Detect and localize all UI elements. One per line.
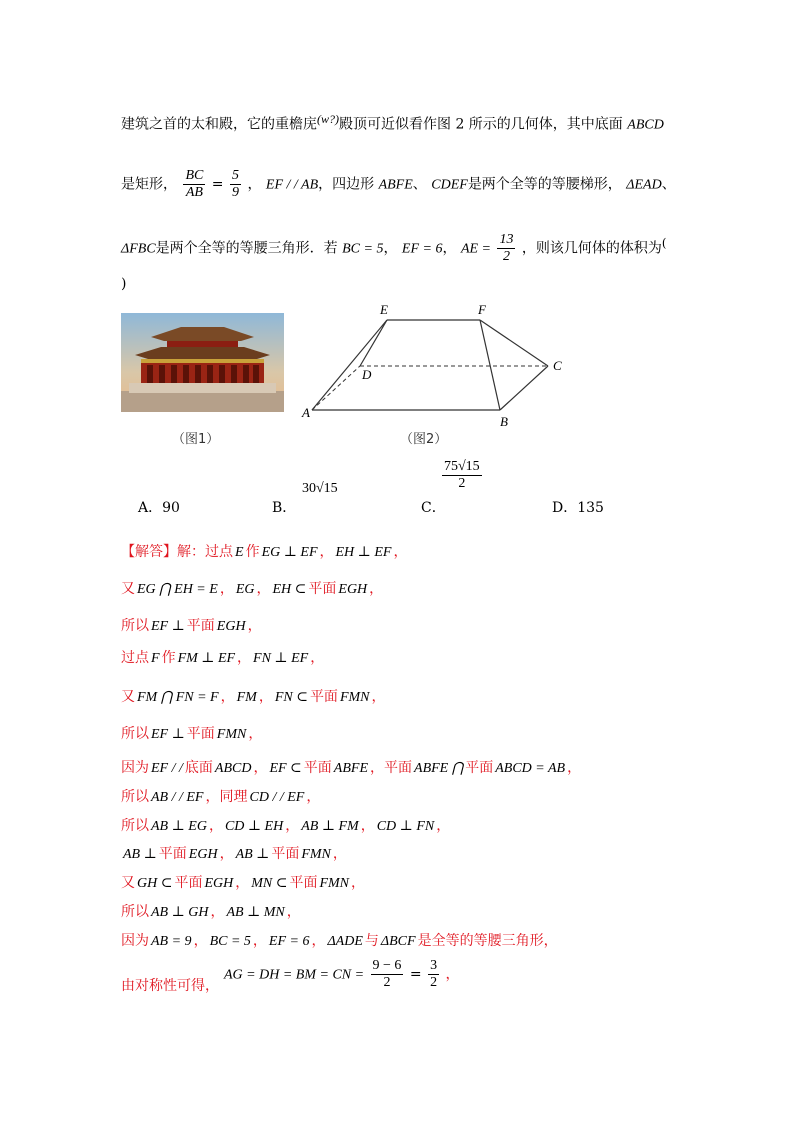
problem-line-1: 建筑之首的太和殿，它的重檐庑$^{(w?)}$殿顶可近似看作图 2 所示的几何体，其中底面 ABCD — [121, 112, 664, 133]
edge-ea — [312, 320, 387, 410]
edge-bc — [500, 366, 548, 410]
solution-line: 因为 EF / / 底面 ABCD ， EF ⊂ 平面 ABFE ，平面 ABFE ⋂ 平面 ABCD = AB ， — [121, 760, 582, 776]
label-c: C — [553, 358, 562, 373]
option-c[interactable]: C． — [421, 500, 446, 516]
solution-line: AB ⊥ 平面 EGH ， AB ⊥ 平面 FMN ， — [123, 846, 347, 862]
problem-line-2: 是矩形， $\frac{BC}{AB}$ = $\frac{5}{9}$ ， EF / / AB，四边形 ABFE、 CDEF是两个全等的等腰梯形， ΔEAD、 — [121, 168, 676, 200]
solution-line: 所以 EF ⊥ 平面 EGH ， — [121, 618, 262, 634]
fraction-bc-ab: $\frac{BC}{AB}$ — [185, 168, 204, 200]
label-e: E — [380, 302, 388, 317]
fraction-13-2: $\frac{13}{2}$ — [499, 232, 514, 264]
label-b: B — [500, 414, 508, 429]
symmetry-equation: AG = DH = BM = CN = $\frac{9 - 6}{2}$ = $\frac{3}{2}$ ， — [224, 958, 460, 990]
solution-line: 所以 AB / / EF ，同理 CD / / EF ， — [121, 789, 321, 805]
option-c-value: $\frac{75√15}{2}$ — [444, 459, 480, 491]
figure-2-caption: （图2） — [400, 432, 448, 447]
label-d: D — [362, 367, 372, 382]
edge-ad — [312, 366, 360, 410]
solution-line: 所以 EF ⊥ 平面 FMN ， — [121, 726, 263, 742]
solution-line: 所以 AB ⊥ GH ， AB ⊥ MN ， — [121, 904, 301, 920]
option-b-value: 30√15 — [302, 481, 338, 496]
solution-line: 又 GH ⊂ 平面 EGH ， MN ⊂ 平面 FMN ， — [121, 875, 366, 891]
solution-line: 【解答】解：过点 E 作 EG ⊥ EF ， EH ⊥ EF ， — [121, 544, 408, 560]
solution-line: 过点 F 作 FM ⊥ EF ， FN ⊥ EF ， — [121, 650, 325, 666]
problem-paren-close: ) — [121, 276, 127, 292]
edge-ed — [360, 320, 387, 366]
solution-line: 因为 AB = 9 ， BC = 5 ， EF = 6 ， ΔADE 与 ΔBCF 是全等的等腰三角形， — [121, 933, 558, 949]
label-f: F — [478, 302, 486, 317]
solution-line: 又 EG ⋂ EH = E ， EG ， EH ⊂ 平面 EGH ， — [121, 581, 384, 597]
label-a: A — [302, 405, 310, 420]
option-b[interactable]: B． — [272, 500, 297, 516]
solution-last-line: 由对称性可得， — [121, 978, 219, 994]
figure-1-caption: （图1） — [172, 432, 220, 447]
hall-illustration — [121, 313, 284, 412]
option-a[interactable]: A．90 — [138, 500, 180, 516]
option-d[interactable]: D．135 — [552, 500, 604, 516]
fraction-5-9: $\frac{5}{9}$ — [231, 168, 239, 200]
taihe-hall-photo — [121, 313, 284, 412]
solution-line: 所以 AB ⊥ EG ， CD ⊥ EH ， AB ⊥ FM ， CD ⊥ FN ， — [121, 818, 451, 834]
edge-fc — [480, 320, 548, 366]
solution-line: 又 FM ⋂ FN = F ， FM ， FN ⊂ 平面 FMN ， — [121, 689, 386, 705]
problem-line-3: ΔFBC是两个全等的等腰三角形．若 BC = 5， EF = 6， AE = $\frac{13}{2}$ ，则该几何体的体积为( — [121, 232, 667, 264]
geometry-figure — [300, 300, 575, 435]
edge-fb — [480, 320, 500, 410]
